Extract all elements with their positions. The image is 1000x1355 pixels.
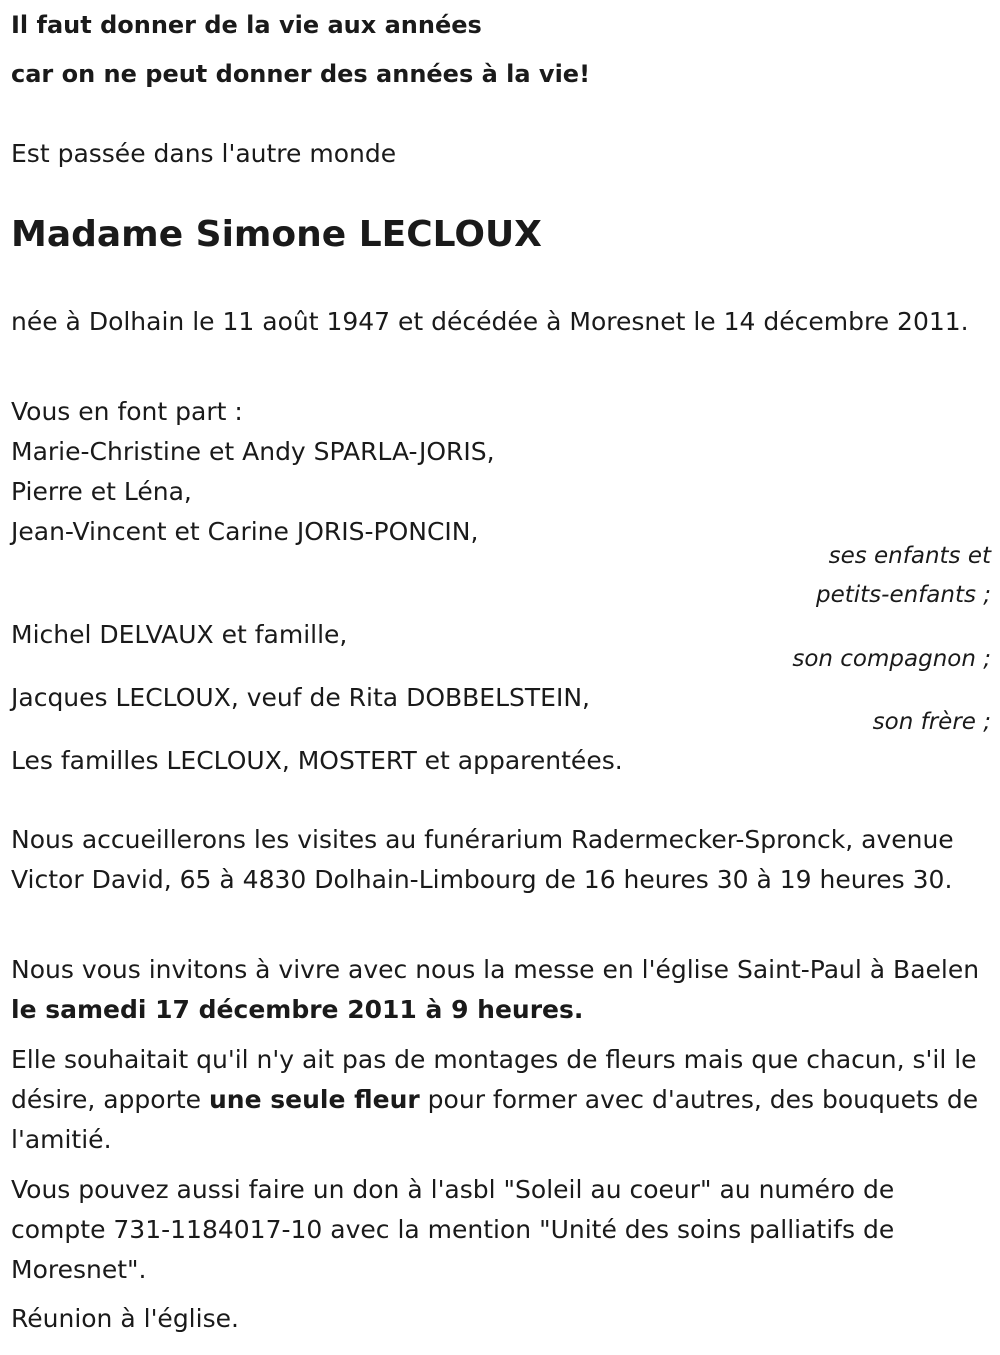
- visits-text: Nous accueillerons les visites au funérarium Radermecker-Spronck, avenue Victor David, 65 à 4830 Dolhain-Limbourg de 16 heures 30 à 19 heures 30.: [11, 825, 954, 894]
- family-child-2: Pierre et Léna,: [11, 477, 192, 506]
- donation-text: Vous pouvez aussi faire un don à l'asbl "Soleil au coeur" au numéro de compte 731-1184017-10 avec la mention "Unité des soins palliatifs de Moresnet".: [11, 1175, 895, 1284]
- partner-line: Michel DELVAUX et famille,: [11, 620, 348, 649]
- flowers-bold: une seule fleur: [209, 1085, 420, 1114]
- family-child-3: Jean-Vincent et Carine JORIS-PONCIN,: [11, 517, 479, 546]
- flowers-paragraph: [11, 1040, 986, 1160]
- families-line: Les familles LECLOUX, MOSTERT et apparentées.: [11, 746, 623, 775]
- family-heading: Vous en font part :: [11, 397, 243, 426]
- closing-text: Réunion à l'église.: [11, 1304, 239, 1333]
- partner-relation: son compagnon ;: [792, 646, 991, 672]
- deceased-name: Madame Simone LECLOUX: [11, 214, 542, 255]
- quote-line-1: Il faut donner de la vie aux années: [11, 11, 482, 39]
- brother-relation: son frère ;: [872, 709, 991, 735]
- brother-line: Jacques LECLOUX, veuf de Rita DOBBELSTEIN,: [11, 683, 590, 712]
- intro-text: Est passée dans l'autre monde: [11, 139, 397, 168]
- flowers-text-before: Elle souhaitait qu'il n'y ait pas de montages de fleurs mais que chacun, s'il le désire, apporte: [11, 1045, 977, 1114]
- quote-line-2: car on ne peut donner des années à la vie!: [11, 60, 591, 88]
- family-child-1: Marie-Christine et Andy SPARLA-JORIS,: [11, 437, 495, 466]
- mass-text: Nous vous invitons à vivre avec nous la messe en l'église Saint-Paul à Baelen: [11, 955, 980, 984]
- flowers-text-after: pour former avec d'autres, des bouquets de l'amitié.: [11, 1085, 979, 1154]
- children-relation-1: ses enfants et: [828, 543, 991, 569]
- children-relation-2: petits-enfants ;: [815, 582, 991, 608]
- mass-date: le samedi 17 décembre 2011 à 9 heures.: [11, 995, 584, 1024]
- birth-death-text: née à Dolhain le 11 août 1947 et décédée à Moresnet le 14 décembre 2011.: [11, 307, 969, 336]
- mass-paragraph: [11, 950, 986, 1030]
